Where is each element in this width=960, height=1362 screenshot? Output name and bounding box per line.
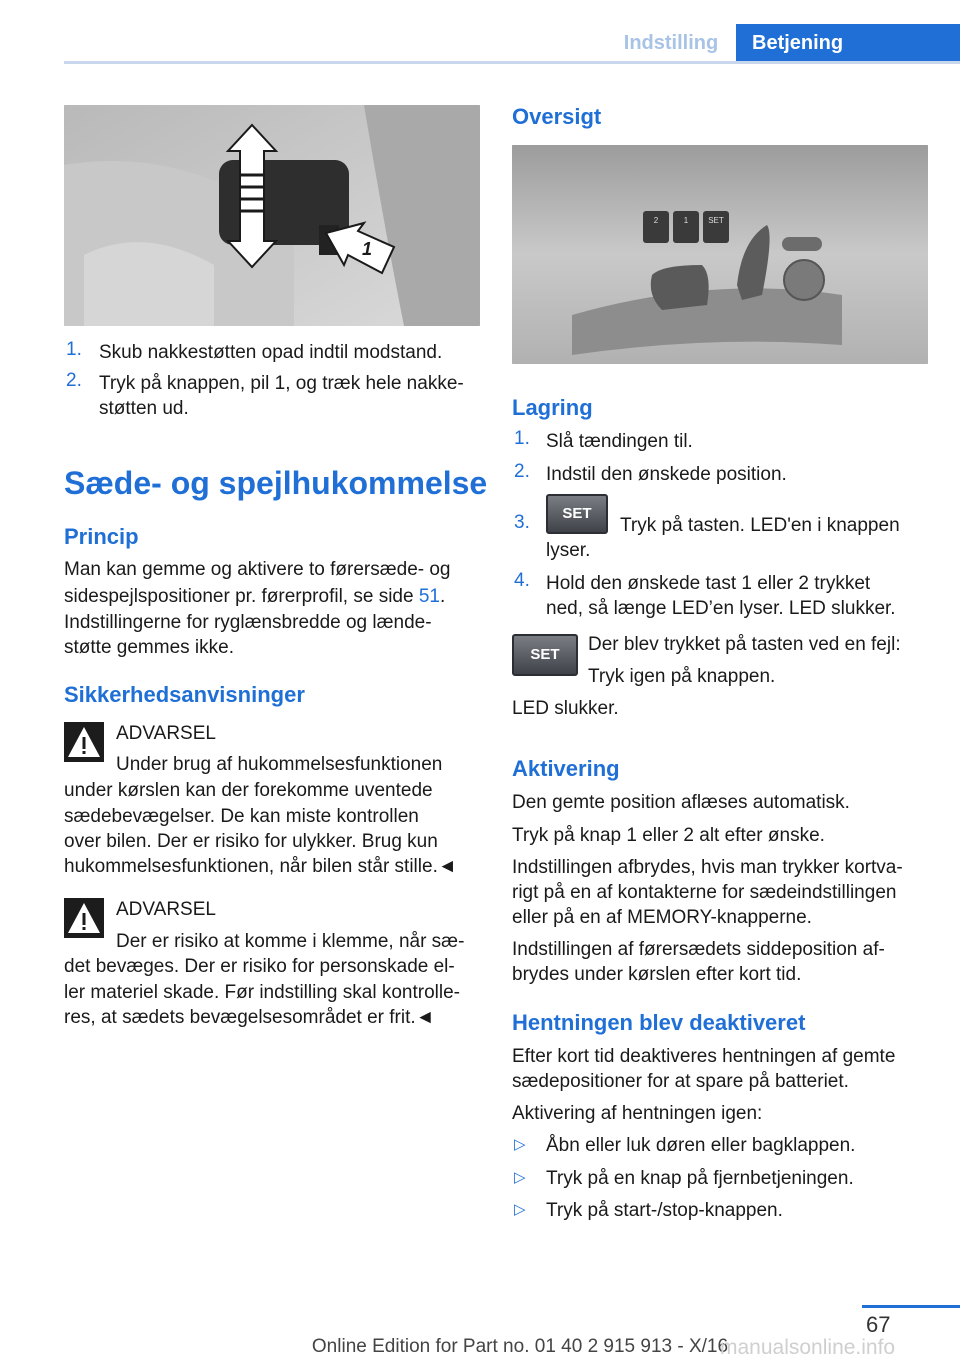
warning-triangle-icon [64, 898, 104, 938]
warning-text: ler materiel skade. Før indstilling skal kontrolle- [64, 982, 460, 1003]
paragraph-line: sædepositioner for at spare på batteriet. [512, 1071, 849, 1092]
set-button-icon: SET [546, 494, 608, 534]
bullet-arrow-icon: ▷ [514, 1169, 526, 1186]
bullet-arrow-icon: ▷ [514, 1136, 526, 1153]
paragraph-line: Man kan gemme og aktivere to førersæde- og [64, 559, 451, 580]
paragraph-line: rigt på en af kontakterne for sædeindstillingen [512, 882, 897, 903]
seat-controls-figure [512, 145, 928, 364]
step-text: ned, så længe LED’en lyser. LED slukker. [546, 598, 896, 619]
step-number: 1. [514, 428, 530, 449]
footer-divider [862, 1305, 960, 1308]
seat-controls-illustration [512, 145, 928, 364]
step-text: Skub nakkestøtten opad indtil modstand. [99, 342, 443, 363]
edition-info: Online Edition for Part no. 01 40 2 915 913 - X/16 [311, 1336, 729, 1357]
step-number: 2. [66, 370, 82, 391]
memory-button-2-label: 2 [653, 216, 659, 225]
paragraph-line [64, 583, 445, 610]
paragraph-line: støtte gemmes ikke. [64, 637, 234, 658]
step-number: 1. [66, 339, 82, 360]
step-text: Hold den ønskede tast 1 eller 2 trykket [546, 573, 871, 594]
paragraph-line: Aktivering af hentningen igen: [512, 1103, 763, 1124]
warning-text: Der er risiko at komme i klemme, når sæ- [116, 931, 465, 952]
warning-text: res, at sædets bevægelsesområdet er frit.◄ [64, 1007, 435, 1028]
note-text: Tryk igen på knappen. [588, 666, 776, 687]
heading-safety: Sikkerhedsanvisninger [64, 682, 305, 707]
step-text: lyser. [546, 540, 591, 561]
heading-lagring: Lagring [512, 395, 593, 420]
heading-hentning: Hentningen blev deaktiveret [512, 1010, 806, 1035]
bullet-arrow-icon: ▷ [514, 1201, 526, 1218]
step-text: Tryk på knappen, pil 1, og træk hele nakke- [99, 373, 464, 394]
step-number: 2. [514, 461, 530, 482]
page-link[interactable]: 51 [418, 586, 440, 607]
step-number: 4. [514, 570, 530, 591]
paragraph-line: Tryk på knap 1 eller 2 alt efter ønske. [512, 825, 825, 846]
step-text: Indstil den ønskede position. [546, 464, 787, 485]
warning-text: Under brug af hukommelsesfunktionen [116, 754, 443, 775]
paragraph-line: Efter kort tid deaktiveres hentningen af gemte [512, 1046, 896, 1067]
arrow-number-label: 1 [362, 239, 373, 259]
tab-betjening[interactable]: Betjening [736, 24, 960, 62]
step-text: Tryk på tasten. LED'en i knappen [620, 515, 900, 536]
warning-text: sædebevægelser. De kan miste kontrollen [64, 806, 419, 827]
list-item: Tryk på start-/stop-knappen. [546, 1200, 783, 1221]
memory-button-1-label: 1 [683, 216, 689, 225]
paragraph-line: Indstillingerne for ryglænsbredde og lænde- [64, 612, 432, 633]
watermark: manualsonline.info [720, 1336, 896, 1359]
section-title: Sæde- og spejlhukommelse [64, 465, 488, 501]
warning-triangle-icon [64, 722, 104, 762]
heading-princip: Princip [64, 524, 139, 549]
list-item: Åbn eller luk døren eller bagklappen. [546, 1135, 856, 1156]
warning-text: hukommelsesfunktionen, når bilen står stille.◄ [64, 856, 457, 877]
set-button-icon: SET [512, 634, 578, 676]
warning-label: ADVARSEL [116, 899, 216, 920]
heading-oversigt: Oversigt [512, 104, 602, 129]
paragraph-text: . [439, 586, 446, 607]
headrest-illustration [64, 105, 480, 326]
page-number: 67 [866, 1312, 891, 1337]
paragraph-line: Indstillingen afbrydes, hvis man trykker kortva- [512, 857, 903, 878]
paragraph-line: eller på en af MEMORY-knapperne. [512, 907, 812, 928]
note-text: Der blev trykket på tasten ved en fejl: [588, 634, 901, 655]
set-button-label: SET [708, 216, 724, 225]
header-divider [64, 61, 960, 64]
headrest-figure [64, 105, 480, 326]
warning-label: ADVARSEL [116, 723, 216, 744]
step-text: Slå tændingen til. [546, 431, 693, 452]
step-number: 3. [514, 512, 530, 533]
tab-indstilling[interactable]: Indstilling [623, 32, 719, 54]
list-item: Tryk på en knap på fjernbetjeningen. [546, 1168, 854, 1189]
paragraph-line: Den gemte position aflæses automatisk. [512, 792, 850, 813]
warning-text: over bilen. Der er risiko for ulykker. Brug kun [64, 831, 438, 852]
paragraph-text: sidespejlspositioner pr. førerprofil, se side [64, 586, 414, 607]
heading-aktivering: Aktivering [512, 756, 620, 781]
step-text: støtten ud. [99, 398, 189, 419]
paragraph-line: LED slukker. [512, 698, 619, 719]
warning-text: under kørslen kan der forekomme uventede [64, 780, 433, 801]
paragraph-line: Indstillingen af førersædets siddeposition af- [512, 939, 885, 960]
paragraph-line: brydes under kørslen efter kort tid. [512, 964, 802, 985]
warning-text: det bevæges. Der er risiko for personskade el- [64, 956, 455, 977]
